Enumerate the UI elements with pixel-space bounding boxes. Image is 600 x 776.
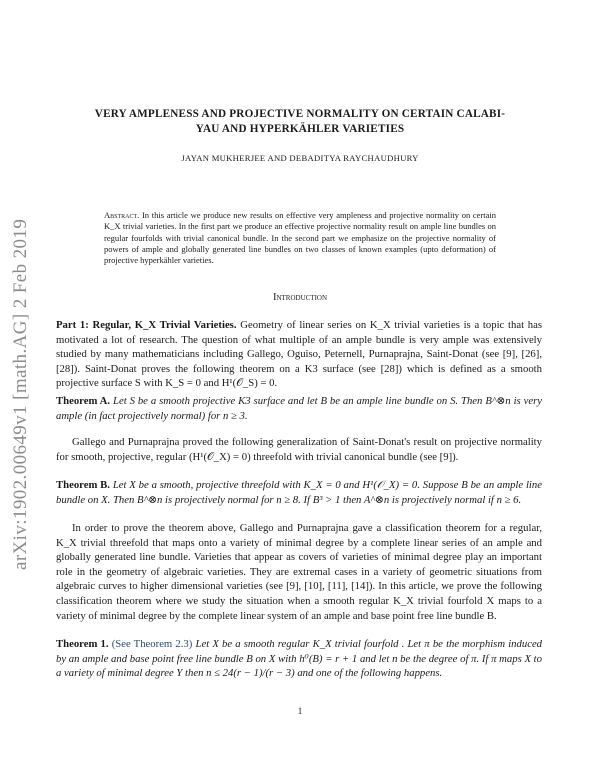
theorem-a: [56, 394, 542, 423]
arxiv-identifier: arXiv:1902.00649v1 [math.AG] 2 Feb 2019: [10, 218, 31, 570]
page-number: 1: [297, 706, 303, 716]
theorem-1-label: Theorem 1.: [56, 638, 109, 650]
abstract-text: In this article we produce new results on effective very ampleness and projective normality on certain K_X trivial varieties. In the first part we produce an effective projective normality result on ample line bundles on regular fourfolds with trivial canonical bundle. In the second part we emphasize on the projective normality of powers of ample and globally generated line bundles on two classes of known examples (upto deformation) of projective hyperkähler varieties.: [104, 210, 496, 266]
theorem-b-text: Let X be a smooth, projective threefold with K_X = 0 and H¹(𝒪_X) = 0. Suppose B be an ample line bundle on X. Then B^⊗n is projectively normal for n ≥ 8. If B³ > 1 then A^⊗n is projectively normal if n ≥ 6.: [56, 479, 542, 506]
intro-paragraph-3: In order to prove the theorem above, Gallego and Purnaprajna gave a classification theorem for a regular, K_X trivial threefold that maps onto a variety of minimal degree by a complete linear series of an ample and globally generated line bundle. Varieties that appear as covers of varieties of minimal degree play an important role in the geometry of algebraic varieties. They are extremal cases in a variety of geometric situations from algebraic curves to higher dimensional varieties (see [9], [10], [11], [14]). In this article, we prove the following classification theorem where we study the situation when a smooth regular K_X trivial fourfold X maps to a variety of minimal degree by the complete linear system of an ample and base point free line bundle B.: [56, 522, 542, 622]
intro-paragraph-1: [56, 318, 542, 391]
theorem-b: [56, 478, 542, 507]
intro-paragraph-2: Gallego and Purnaprajna proved the following generalization of Saint-Donat's result on projective normality for smooth, projective, regular (H¹(𝒪_X) = 0) threefold with trivial canonical bundle (see [9]).: [56, 436, 542, 463]
abstract-label: Abstract.: [104, 210, 140, 220]
section-heading-introduction: Introduction: [272, 292, 328, 303]
theorem-1: [56, 637, 542, 681]
paper-authors: JAYAN MUKHERJEE AND DEBADITYA RAYCHAUDHURY: [181, 153, 419, 163]
theorem-1-reference-link[interactable]: (See Theorem 2.3): [111, 638, 193, 650]
theorem-1-text: Let X be a smooth regular K_X trivial fourfold . Let π be the morphism induced by an ample and base point free line bundle B on X with h⁰(B) = r + 1 and let n be the degree of π. If π maps X to a variety of minimal degree Y then n ≤ 24(r − 1)/(r − 3) and one of the following happens.: [56, 638, 543, 680]
part1-heading: Part 1: Regular, K_X Trivial Varieties.: [56, 319, 237, 331]
part1-text: Geometry of linear series on K_X trivial varieties is a topic that has motivated a lot of research. The question of what multiple of an ample bundle is very ample was extensively studied by many mathematicians including Gallego, Oguiso, Peternell, Purnaprajna, Saint-Donat (see [9], [26], [28]). Saint-Donat proves the following theorem on a K3 surface (see [28]) which is defined as a smooth projective surface S with K_S = 0 and H¹(𝒪_S) = 0.: [56, 319, 543, 390]
theorem-a-text: Let S be a smooth projective K3 surface and let B be an ample line bundle on S. Then B^⊗n is very ample (in fact projectively normal) for n ≥ 3.: [56, 395, 543, 422]
abstract: [104, 210, 496, 266]
theorem-a-label: Theorem A.: [56, 395, 111, 407]
paper-title: VERY AMPLENESS AND PROJECTIVE NORMALITY ON CERTAIN CALABI-YAU AND HYPERKÄHLER VARIETIES: [94, 108, 506, 135]
theorem-b-label: Theorem B.: [56, 479, 110, 491]
